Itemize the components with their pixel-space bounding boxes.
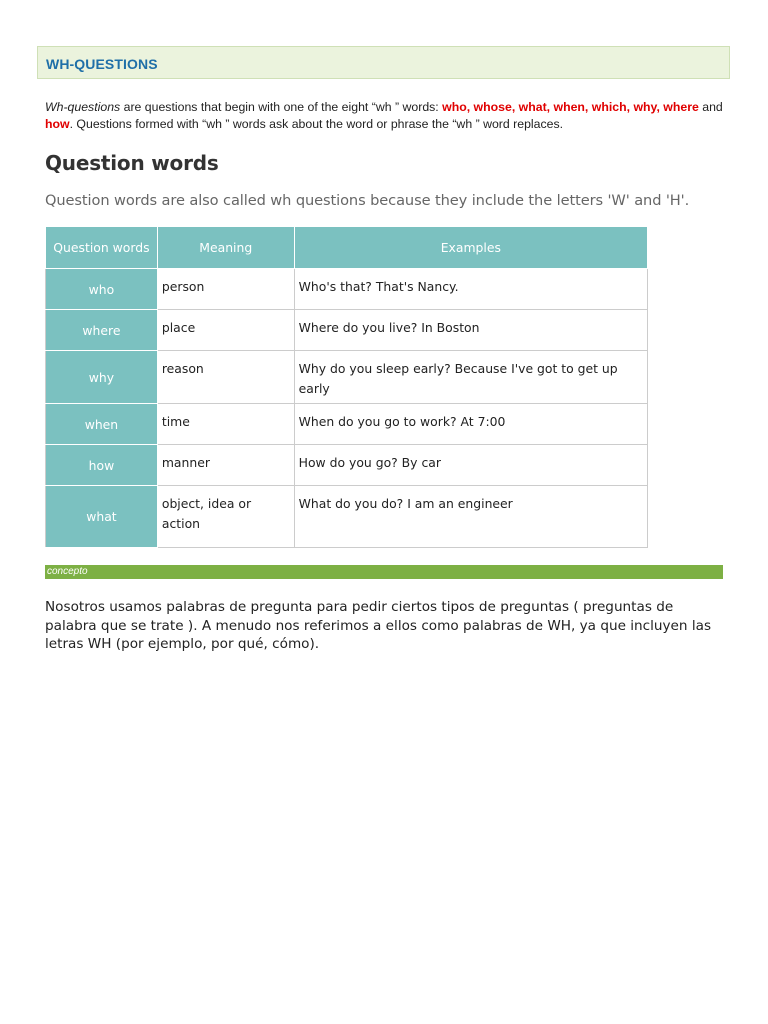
- meaning-cell: person: [157, 269, 294, 310]
- intro-text-c: . Questions formed with “wh ” words ask about the word or phrase the “wh ” word replaces.: [69, 117, 564, 131]
- table-row: [46, 486, 648, 548]
- table-row: [46, 445, 648, 486]
- header-question-words: Question words: [46, 227, 158, 269]
- question-word-cell: who: [46, 269, 158, 310]
- intro-red-words: who, whose, what, when, which, why, where: [442, 100, 699, 114]
- intro-text-a: are questions that begin with one of the eight “wh ” words:: [120, 100, 443, 114]
- meaning-cell: manner: [157, 445, 294, 486]
- table-row: [46, 404, 648, 445]
- question-word-cell: when: [46, 404, 158, 445]
- example-cell: Who's that? That's Nancy.: [294, 269, 647, 310]
- header-examples: Examples: [294, 227, 647, 269]
- question-word-cell: what: [46, 486, 158, 548]
- intro-italic-term: Wh-questions: [45, 100, 121, 114]
- section-title: Question words: [45, 151, 219, 175]
- table-row: [46, 351, 648, 404]
- section-subtitle: Question words are also called wh questions because they include the letters 'W' and 'H'.: [45, 192, 690, 209]
- example-cell: Why do you sleep early? Because I've got to get up early: [294, 351, 647, 404]
- question-word-cell: why: [46, 351, 158, 404]
- intro-red-how: how: [45, 117, 70, 131]
- example-cell: Where do you live? In Boston: [294, 310, 647, 351]
- example-cell: What do you do? I am an engineer: [294, 486, 647, 548]
- concepto-bar: [45, 565, 723, 579]
- meaning-cell: reason: [157, 351, 294, 404]
- example-cell: When do you go to work? At 7:00: [294, 404, 647, 445]
- section-header-box: [37, 46, 730, 79]
- meaning-cell: time: [157, 404, 294, 445]
- concepto-label: concepto: [47, 566, 88, 577]
- intro-paragraph: [45, 99, 725, 133]
- question-word-cell: where: [46, 310, 158, 351]
- table-row: [46, 269, 648, 310]
- meaning-cell: place: [157, 310, 294, 351]
- concepto-paragraph: Nosotros usamos palabras de pregunta para pedir ciertos tipos de preguntas ( preguntas de palabra que se trate ). A menudo nos referimos a ellos como palabras de WH, ya que incluyen las letras WH (por ejemplo, por qué, cómo).: [45, 599, 712, 652]
- header-meaning: Meaning: [157, 227, 294, 269]
- question-word-cell: how: [46, 445, 158, 486]
- table-header-row: [46, 227, 648, 269]
- page-title: WH-QUESTIONS: [46, 56, 158, 72]
- example-cell: How do you go? By car: [294, 445, 647, 486]
- question-words-table: [45, 226, 648, 548]
- table-row: [46, 310, 648, 351]
- meaning-cell: object, idea or action: [157, 486, 294, 548]
- intro-text-b: and: [698, 100, 723, 114]
